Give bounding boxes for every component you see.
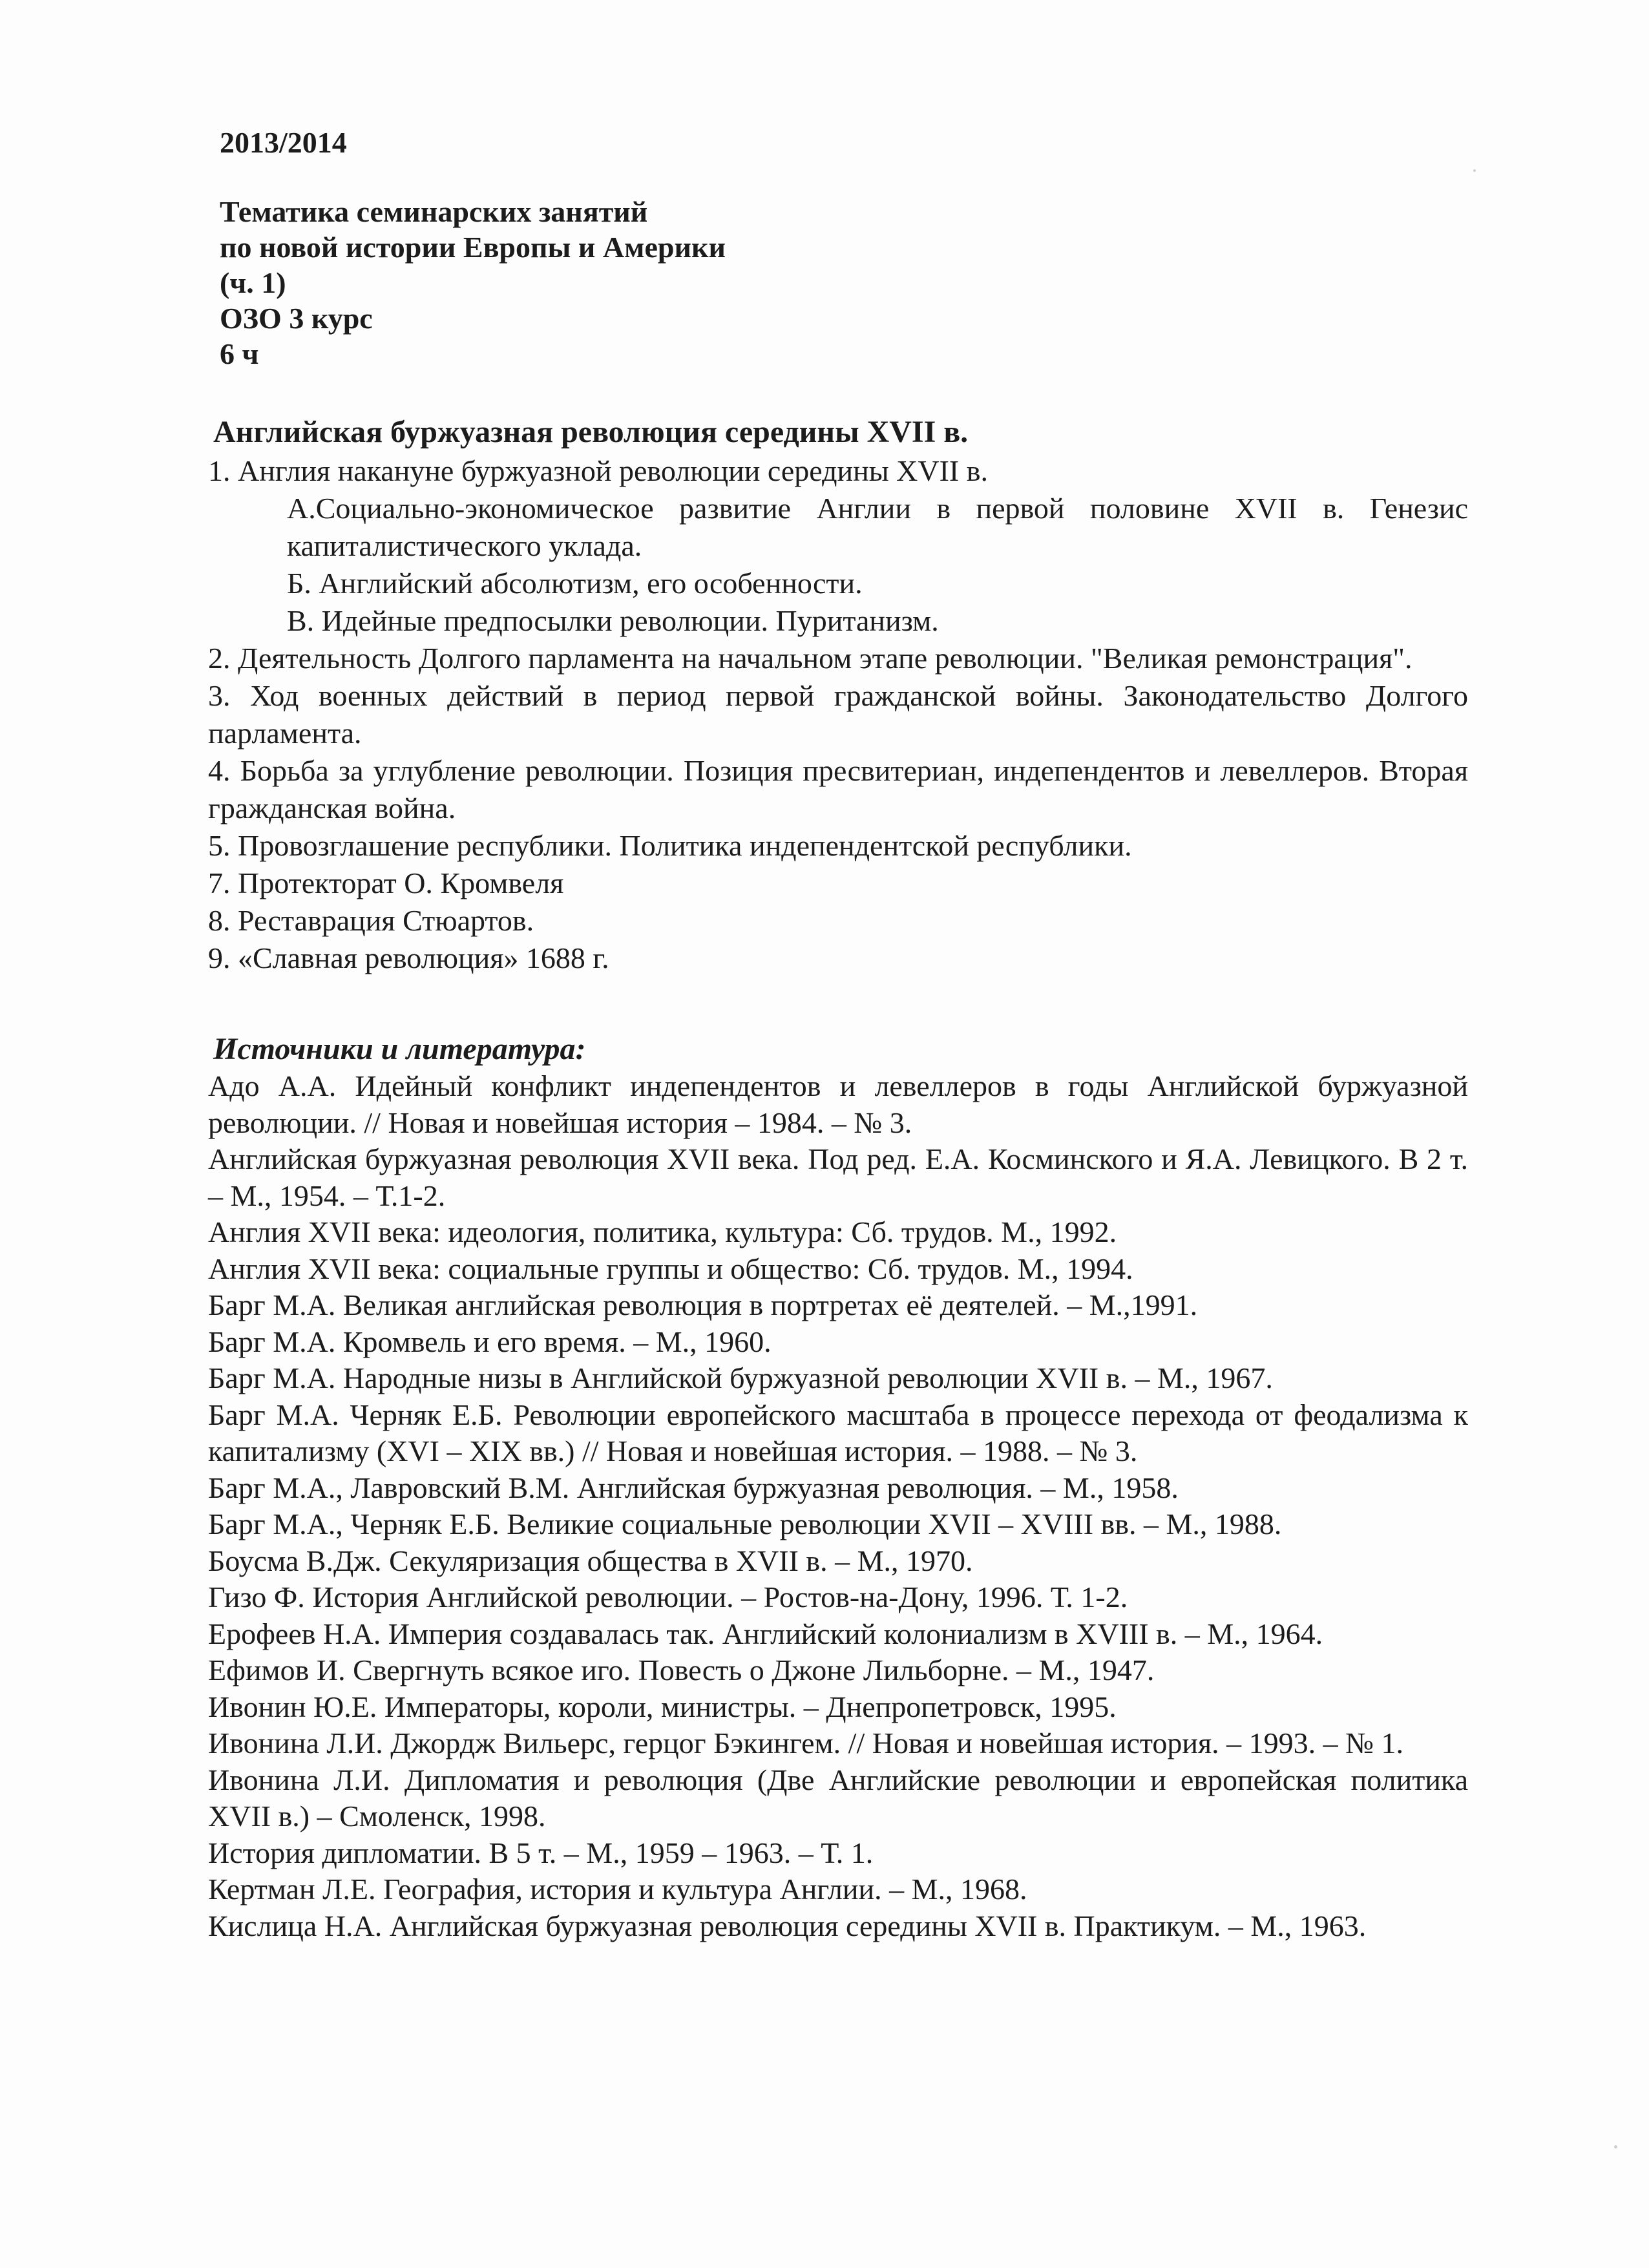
literature-entry: Ерофеев Н.А. Империя создавалась так. Английский колониализм в XVIII в. – М., 1964.: [208, 1617, 1323, 1650]
literature-entry: Гизо Ф. История Английской революции. – Ростов-на-Дону, 1996. Т. 1-2.: [208, 1580, 1128, 1613]
literature-entry: Ефимов И. Свергнуть всякое иго. Повесть о Джоне Лильборне. – М., 1947.: [208, 1654, 1155, 1686]
literature-entry: Барг М.А. Великая английская революция в портретах её деятелей. – М.,1991.: [208, 1288, 1198, 1321]
literature-entry: Барг М.А. Черняк Е.Б. Революции европейского масштаба в процессе перехода от феодализма к капитализму (XVI – XIX вв.) // Новая и новейшая история. – 1988. – № 3.: [208, 1398, 1468, 1467]
outline-item: 7. Протекторат О. Кромвеля: [208, 866, 564, 899]
literature-entry: Барг М.А., Лавровский В.М. Английская буржуазная революция. – М., 1958.: [208, 1471, 1179, 1504]
outline-item: 3. Ход военных действий в период первой гражданской войны. Законодательство Долгого парламента.: [208, 679, 1468, 750]
outline-item: 5. Провозглашение республики. Политика индепендентской республики.: [208, 829, 1132, 862]
literature-entry: Ивонин Ю.Е. Императоры, короли, министры. – Днепропетровск, 1995.: [208, 1690, 1117, 1723]
literature-entry: Английская буржуазная революция XVII века. Под ред. Е.А. Косминского и Я.А. Левицкого. В 2 т. – М., 1954. – Т.1-2.: [208, 1142, 1468, 1212]
literature-entry: Кислица Н.А. Английская буржуазная революция середины XVII в. Практикум. – М., 1963.: [208, 1909, 1367, 1942]
header-line-course: по новой истории Европы и Америки: [220, 231, 726, 264]
literature-entry: Барг М.А. Кромвель и его время. – М., 1960.: [208, 1325, 772, 1358]
literature-entry: Боусма В.Дж. Секуляризация общества в XVII в. – М., 1970.: [208, 1544, 973, 1577]
literature-entry: Ивонина Л.И. Дипломатия и революция (Две Английские революции и европейская политика XVII в.) – Смоленск, 1998.: [208, 1763, 1468, 1832]
literature-entry: Адо А.А. Идейный конфликт индепендентов и левеллеров в годы Английской буржуазной революции. // Новая и новейшая история – 1984. – № 3.: [208, 1069, 1468, 1139]
header-line-hours: 6 ч: [220, 337, 259, 370]
header-line-group: ОЗО 3 курс: [220, 302, 373, 335]
section-title: Английская буржуазная революция середины XVII в.: [213, 415, 969, 449]
outline-item: 1. Англия накануне буржуазной революции середины XVII в.: [208, 454, 988, 487]
document-header: [220, 194, 726, 372]
scan-speck: [1614, 2145, 1617, 2148]
literature-entry: Ивонина Л.И. Джордж Вильерс, герцог Бэкингем. // Новая и новейшая история. – 1993. – № 1.: [208, 1727, 1404, 1759]
header-line-topic: Тематика семинарских занятий: [220, 195, 648, 228]
literature-title: Источники и литература:: [213, 1032, 586, 1066]
literature-entry: Кертман Л.Е. География, история и культура Англии. – М., 1968.: [208, 1873, 1027, 1906]
header-line-part: (ч. 1): [220, 266, 286, 299]
literature-list: [208, 1068, 1468, 1944]
literature-entry: Англия XVII века: социальные группы и общество: Сб. трудов. М., 1994.: [208, 1252, 1133, 1285]
outline-subitem: А.Социально-экономическое развитие Англии в первой половине XVII в. Генезис капиталистического уклада.: [287, 492, 1468, 562]
literature-entry: Англия XVII века: идеология, политика, культура: Сб. трудов. М., 1992.: [208, 1215, 1117, 1248]
outline-subitem: В. Идейные предпосылки революции. Пуританизм.: [287, 604, 939, 637]
outline-subitem: Б. Английский абсолютизм, его особенности.: [287, 567, 863, 600]
academic-year: 2013/2014: [220, 126, 347, 159]
literature-entry: Барг М.А. Народные низы в Английской буржуазной революции XVII в. – М., 1967.: [208, 1361, 1273, 1394]
outline-item: 9. «Славная революция» 1688 г.: [208, 941, 609, 974]
seminar-outline: [208, 452, 1468, 977]
outline-item: 2. Деятельность Долгого парламента на начальном этапе революции. "Великая ремонстрация".: [208, 642, 1413, 675]
outline-item: 8. Реставрация Стюартов.: [208, 904, 534, 937]
literature-entry: Барг М.А., Черняк Е.Б. Великие социальные революции XVII – XVIII вв. – М., 1988.: [208, 1507, 1282, 1540]
outline-item: 4. Борьба за углубление революции. Позиция пресвитериан, индепендентов и левеллеров. Вторая гражданская война.: [208, 754, 1468, 824]
scan-speck: [1473, 169, 1476, 172]
literature-entry: История дипломатии. В 5 т. – М., 1959 – 1963. – Т. 1.: [208, 1836, 874, 1869]
